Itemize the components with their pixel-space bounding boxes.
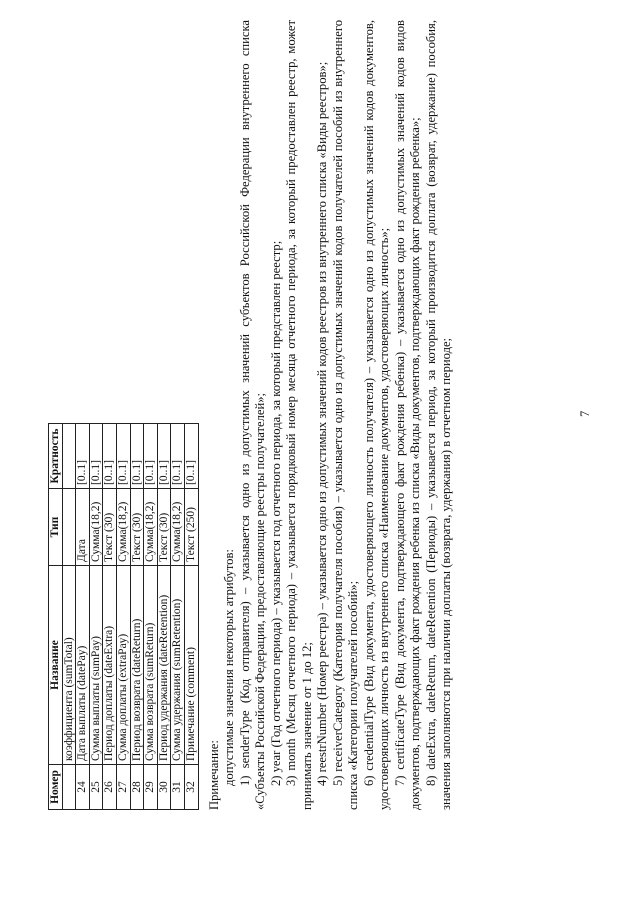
cell-number bbox=[62, 765, 76, 810]
cell-name: Примечание (comment) bbox=[184, 566, 198, 765]
cell-name: Сумма доплаты (extraPay) bbox=[116, 566, 130, 765]
table-row bbox=[62, 424, 76, 810]
cell-multiplicity: [0..1] bbox=[116, 424, 130, 489]
cell-multiplicity: [0..1] bbox=[89, 424, 103, 489]
cell-type: Сумма(18,2) bbox=[89, 489, 103, 566]
cell-type: Текст (30) bbox=[103, 489, 117, 566]
cell-type: Текст (30) bbox=[130, 489, 144, 566]
cell-name: Сумма возврата (sumReturn) bbox=[144, 566, 158, 765]
note-item: 3) month (Месяц отчетного периода) – указывается порядковый номер месяца отчетного периода, за который предоставлен реестр, может принимать значение от 1 до 12; bbox=[284, 20, 314, 810]
table-row bbox=[171, 424, 185, 810]
note-item: 1) senderType (Код отправителя) – указывается одно из допустимых значений субъектов Российской Федерации внутреннего списка «Субъекты Российской Федерации, предоставляющие реестры получателей»; bbox=[237, 20, 268, 810]
cell-type: Сумма(18,2) bbox=[144, 489, 158, 566]
notes-section bbox=[207, 20, 455, 810]
cell-name: Период возврата (dateReturn) bbox=[130, 566, 144, 765]
cell-type: Сумма(18,2) bbox=[171, 489, 185, 566]
header-number: Номер bbox=[49, 765, 63, 810]
cell-number: 29 bbox=[144, 765, 158, 810]
note-item: 6) credentialType (Вид документа, удостоверяющего личность получателя) – указывается одно из допустимых значений кодов документов, удостоверяющих личность из внутреннего списка «Наименование документов, удостоверяющих личность»; bbox=[361, 20, 392, 810]
notes-intro: допустимые значения некоторых атрибутов: bbox=[222, 549, 237, 786]
table-row bbox=[103, 424, 117, 810]
cell-number: 32 bbox=[184, 765, 198, 810]
note-item: 7) certificateType (Вид документа, подтверждающего факт рождения ребенка) – указывается одно из допустимых значений кодов видов документов, подтверждающих факт рождения ребенка из списка «Виды документов, подтверждающих факт рождения ребенка»; bbox=[392, 20, 423, 810]
table-row bbox=[184, 424, 198, 810]
table-row bbox=[157, 424, 171, 810]
cell-multiplicity: [0..1] bbox=[76, 424, 90, 489]
cell-multiplicity: [0..1] bbox=[184, 424, 198, 489]
table-row bbox=[116, 424, 130, 810]
cell-number: 31 bbox=[171, 765, 185, 810]
page-number: 7 bbox=[578, 410, 592, 417]
table-row bbox=[144, 424, 158, 810]
header-multiplicity: Кратность bbox=[49, 424, 63, 489]
cell-number: 26 bbox=[103, 765, 117, 810]
page-content bbox=[48, 20, 455, 810]
cell-name: Сумма выплаты (sumPay) bbox=[89, 566, 103, 765]
note-item: 5) receiverCategory (Категория получателя пособия) – указывается одно из допустимых значений кодов получателей пособий из внутреннего списка «Категории получателей пособий»; bbox=[330, 20, 361, 810]
cell-type: Дата bbox=[76, 489, 90, 566]
cell-type: Текст (30) bbox=[157, 489, 171, 566]
table-header-row bbox=[49, 424, 63, 810]
header-type: Тип bbox=[49, 489, 63, 566]
cell-type bbox=[62, 489, 76, 566]
cell-number: 30 bbox=[157, 765, 171, 810]
attribute-table bbox=[48, 423, 199, 810]
cell-multiplicity: [0..1] bbox=[171, 424, 185, 489]
cell-name: коэффициента (sumTotal) bbox=[62, 566, 76, 765]
cell-number: 28 bbox=[130, 765, 144, 810]
cell-name: Сумма удержания (sumRetention) bbox=[171, 566, 185, 765]
table-row bbox=[89, 424, 103, 810]
cell-name: Дата выплаты (datePay) bbox=[76, 566, 90, 765]
header-name: Название bbox=[49, 566, 63, 765]
table-row bbox=[76, 424, 90, 810]
cell-multiplicity: [0..1] bbox=[103, 424, 117, 489]
cell-multiplicity: [0..1] bbox=[144, 424, 158, 489]
cell-name: Период доплаты (dateExtra) bbox=[103, 566, 117, 765]
table-row bbox=[130, 424, 144, 810]
cell-name: Период удержания (dateRetention) bbox=[157, 566, 171, 765]
cell-type: Текст (250) bbox=[184, 489, 198, 566]
note-item: 8) dateExtra, dateReturn, dateRetention (Периоды) – указывается период, за который производится доплата (возврат, удержание) пособия, значения заполняются при наличии доплаты (возврата, удержания) в отчетном периоде; bbox=[423, 20, 454, 810]
cell-multiplicity: [0..1] bbox=[130, 424, 144, 489]
note-item: 4) reestrNumber (Номер реестра) – указывается одно из допустимых значений кодов реестров из внутреннего списка «Виды реестров»; bbox=[315, 61, 330, 786]
cell-type: Сумма(18,2) bbox=[116, 489, 130, 566]
cell-number: 24 bbox=[76, 765, 90, 810]
cell-number: 25 bbox=[89, 765, 103, 810]
cell-multiplicity: [0..1] bbox=[157, 424, 171, 489]
cell-number: 27 bbox=[116, 765, 130, 810]
notes-heading: Примечание: bbox=[206, 740, 221, 810]
cell-multiplicity bbox=[62, 424, 76, 489]
note-item: 2) year (Год отчетного периода) – указывается год отчетного периода, за который представлен реестр; bbox=[268, 240, 283, 786]
